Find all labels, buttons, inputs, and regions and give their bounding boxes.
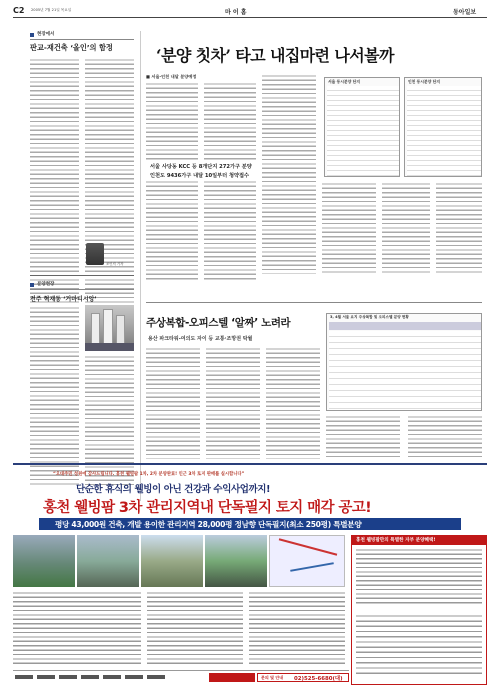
callout-line-1: 서울 사당동 KCC 등 8개단지 272가구 분양 (150, 164, 252, 170)
second-subhead: 용산 파크타워-여의도 자이 등 교통·조망권 탁월 (148, 336, 253, 342)
section-name: 마 이 홈 (225, 9, 247, 16)
ad-info-list (356, 614, 482, 674)
reporter-photo (86, 243, 104, 265)
article-body (326, 415, 400, 459)
article-body (262, 74, 316, 274)
ad-photo (13, 535, 75, 587)
column-label-icon (30, 283, 34, 287)
article-title: 판교-재건축 ‘올인’의 함정 (30, 43, 113, 52)
article-body (30, 58, 134, 303)
masthead-rule (13, 17, 487, 18)
article-body (408, 415, 482, 459)
ad-text (249, 591, 345, 665)
article-body (146, 347, 200, 459)
second-headline: 주상복합-오피스텔 ‘알짜’ 노려라 (146, 317, 291, 329)
ad-photo (77, 535, 139, 587)
article-body (30, 306, 79, 486)
column-label: 현장에서 (37, 32, 55, 37)
seoul-sales-table (324, 77, 400, 177)
paper-logo: 동아일보 (453, 9, 477, 16)
section-divider (146, 302, 482, 303)
ad-photo (141, 535, 203, 587)
ad-phone-box (257, 673, 349, 682)
ad-text (147, 591, 243, 665)
ad-text (13, 591, 141, 665)
main-article (146, 31, 482, 301)
left-column (30, 31, 134, 531)
article-body (382, 182, 430, 274)
ad-bar (39, 518, 461, 530)
article-title: 전주 혁재동 ‘거마티시앙’ (30, 296, 97, 303)
incheon-sales-table (404, 77, 482, 177)
article-body (436, 182, 482, 274)
ad-footer (13, 670, 349, 682)
second-article (146, 305, 482, 465)
sub-heading: ■ 서울·인천 내달 분양예정 (146, 74, 197, 79)
ad-headline: 홍천 웰빙팜 3차 관리지역내 단독필지 토지 매각 공고! (43, 500, 372, 516)
article-body (266, 347, 320, 459)
ad-footer-badge (209, 673, 255, 682)
ad-phone-number: 02)525-6680(대) (294, 676, 343, 682)
table-title: 서울 동시분양 단지 (328, 79, 360, 84)
issue-date: 2005년 7월 21일 목요일 (31, 8, 72, 12)
building-photo (85, 305, 134, 351)
article-body (206, 347, 260, 459)
divider (30, 39, 134, 40)
article-body (146, 82, 198, 160)
article-body (146, 180, 198, 280)
column-divider (140, 31, 141, 501)
ad-map (269, 535, 345, 587)
article-body (204, 82, 256, 160)
ad-notice: “오대주민 성원에 감사드립니다. 홍천 웰빙팜 1차, 2차 분양완료! 인근 3차 토지 판매를 실시합니다” (53, 472, 245, 477)
divider (30, 289, 134, 290)
ad-bar-text: 평당 43,000원 건축, 개발 용이한 관리지역 28,000평 정남향 단독필지(최소 250평) 특별분양 (55, 520, 362, 529)
ad-benefit-title: 홍천 웰빙팜만의 특별한 자부 분양혜택! (356, 538, 436, 543)
ad-phone-label: 문의 및 안내 (261, 675, 284, 680)
article-body (322, 182, 376, 274)
main-headline: ‘분양 칫차’ 타고 내집마련 나서볼까 (156, 46, 394, 65)
divider (30, 275, 134, 276)
ad-benefit-header (352, 536, 486, 545)
column-label: 분양현장 (37, 282, 55, 287)
table-title: 3, 4월 서울 요지 주상복합 및 오피스텔 분양 현황 (330, 315, 409, 319)
callout-line-2: 인천도 9436가구 내달 10일부터 청약접수 (150, 173, 250, 179)
page-number: C2 (13, 6, 25, 15)
advertisement (13, 463, 487, 685)
ad-photo (205, 535, 267, 587)
ad-benefit-box (351, 535, 487, 685)
column-label-icon (30, 33, 34, 37)
officetel-table (326, 313, 482, 411)
ad-subtitle: 단순한 휴식의 웰빙이 아닌 건강과 수익사업까지! (76, 484, 271, 495)
article-body (204, 180, 256, 280)
ad-footer-info (15, 675, 165, 679)
table-title: 인천 동시분양 단지 (408, 79, 440, 84)
ad-benefit-list (356, 548, 482, 604)
reporter-name: 조인직 기자 (106, 262, 124, 266)
masthead (13, 6, 487, 16)
